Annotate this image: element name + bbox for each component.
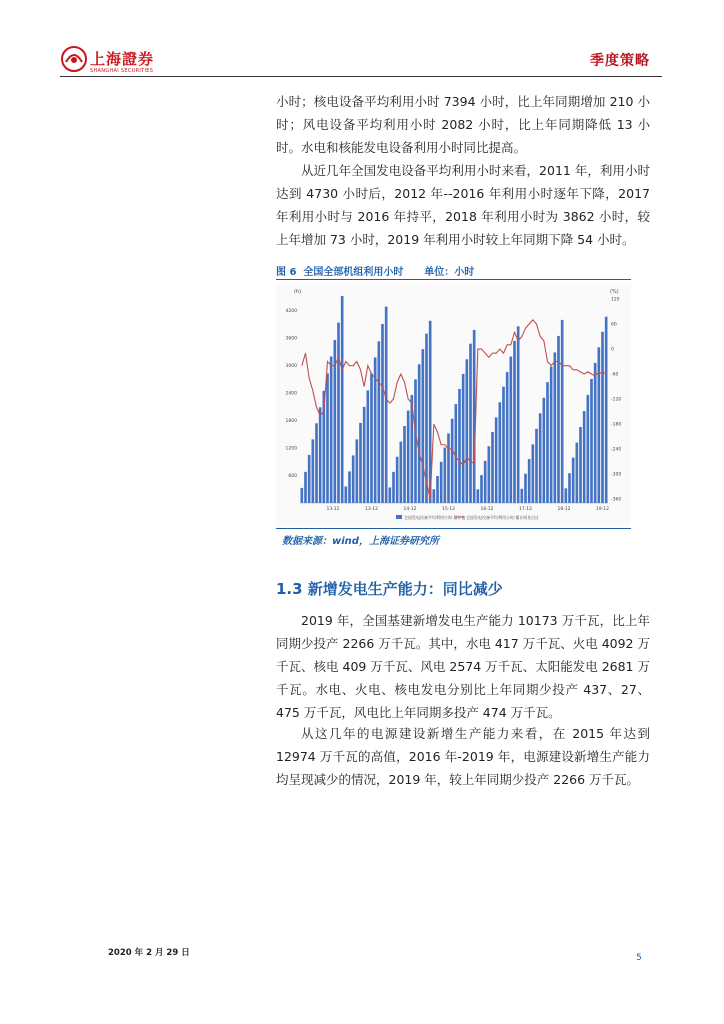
figure-source: 数据来源：wind，上海证券研究所 — [282, 536, 439, 547]
bar — [491, 432, 494, 503]
bar — [341, 296, 344, 503]
bar — [502, 387, 505, 503]
left-tick-label: 1200 — [285, 446, 297, 452]
right-tick-label: 0 — [611, 347, 614, 353]
chart-svg — [276, 283, 631, 527]
bar — [568, 473, 571, 503]
right-tick-label: -240 — [611, 447, 622, 453]
bar — [370, 373, 373, 503]
x-tick-label: 16-12 — [480, 507, 494, 512]
bar — [392, 472, 395, 503]
bar — [422, 349, 425, 503]
legend-label: 全国发电设备平均利用小时:累计值 — [404, 515, 466, 520]
bar — [579, 427, 582, 503]
right-tick-label: 60 — [611, 322, 617, 328]
bar — [396, 457, 399, 503]
bar — [345, 487, 348, 503]
chart-legend — [396, 514, 539, 520]
bar — [550, 367, 553, 503]
bar — [367, 390, 370, 503]
company-logo — [60, 44, 210, 78]
bar — [532, 444, 535, 503]
bar — [444, 448, 447, 503]
logo-text-en: SHANGHAI SECURITIES — [90, 68, 154, 74]
bar — [488, 446, 491, 503]
bar — [561, 320, 564, 503]
bar — [590, 379, 593, 503]
bar — [469, 344, 472, 503]
figure-bottom-rule — [276, 528, 631, 529]
bar — [524, 474, 527, 503]
x-tick-label: 14-12 — [403, 507, 417, 512]
left-tick-label: 600 — [288, 474, 297, 480]
logo-text: 上海證券 — [90, 50, 155, 68]
bar — [378, 341, 381, 503]
bar — [330, 357, 333, 503]
bar — [462, 374, 465, 503]
right-tick-label: 120 — [611, 297, 620, 303]
x-tick-label: 18-12 — [557, 507, 571, 512]
bar — [348, 471, 351, 503]
left-tick-label: 3600 — [285, 336, 297, 342]
bar — [572, 458, 575, 503]
x-tick-label: 13-12 — [326, 507, 340, 512]
right-tick-label: -120 — [611, 397, 622, 403]
bar — [319, 407, 322, 503]
bar — [513, 341, 516, 503]
bar — [576, 443, 579, 503]
bar — [455, 404, 458, 503]
bar — [436, 476, 439, 503]
figure-title: 图 6 全国全部机组利用小时 单位：小时 — [276, 267, 475, 278]
utilization-hours-chart — [276, 283, 631, 527]
bar — [480, 475, 483, 503]
bar — [447, 433, 450, 503]
bar — [433, 489, 436, 503]
bar — [418, 364, 421, 503]
right-tick-label: -60 — [611, 372, 619, 378]
right-tick-label: -180 — [611, 422, 622, 428]
bar — [495, 417, 498, 503]
x-tick-label: 13-12 — [364, 507, 379, 512]
x-tick-label: 17-12 — [518, 507, 533, 512]
report-type: 季度策略 — [590, 53, 650, 69]
bar — [304, 472, 307, 503]
bar — [363, 407, 366, 503]
bar — [352, 455, 355, 503]
right-tick-label: -300 — [611, 472, 622, 478]
bar — [594, 363, 597, 503]
bar — [565, 488, 568, 503]
bar — [528, 459, 531, 503]
bar — [554, 352, 557, 503]
legend-swatch-bars — [396, 515, 402, 519]
logo-emblem-icon — [60, 44, 88, 74]
figure-top-rule — [276, 279, 631, 280]
bar — [337, 323, 340, 503]
right-axis-unit: (%) — [610, 289, 619, 295]
page-number: 5 — [636, 953, 642, 963]
bar — [403, 426, 406, 503]
bar — [601, 332, 604, 503]
report-date: 2020 年 2 月 29 日 — [108, 948, 190, 958]
bar — [359, 423, 362, 503]
bar — [473, 330, 476, 503]
bar — [535, 429, 538, 503]
bar — [583, 411, 586, 503]
bar — [451, 419, 454, 503]
header-divider — [60, 76, 662, 77]
bar — [414, 379, 417, 503]
bar — [389, 487, 392, 503]
body-paragraph: 从这几年的电源建设新增生产能力来看，在 2015 年达到 12974 万千瓦的高值，2016 年-2019 年，电源建设新增生产能力均呈现减少的情况，2019 年，较上年同期少投产 2266 万千瓦。 — [276, 726, 650, 787]
bar — [466, 359, 469, 503]
bar — [315, 423, 318, 503]
bar — [587, 395, 590, 503]
left-axis-unit: (h) — [294, 289, 302, 295]
left-tick-label: 2400 — [285, 391, 297, 397]
bar — [510, 357, 513, 503]
bar — [521, 489, 524, 503]
body-paragraph: 小时；核电设备平均利用小时 7394 小时，比上年同期增加 210 小时；风电设备平均利用小时 2082 小时，比上年同期降低 13 小时。水电和核能发电设备利用小时同比提高。 — [276, 94, 650, 155]
bar — [506, 372, 509, 503]
bar — [385, 307, 388, 503]
bar — [484, 461, 487, 503]
bar — [499, 402, 502, 503]
bar — [598, 347, 601, 503]
bar — [312, 439, 315, 503]
body-paragraph: 从近几年全国发电设备平均利用小时来看，2011 年，利用小时达到 4730 小时后，2012 年--2016 年利用小时逐年下降，2017 年利用小时与 2016 年持平，2018 年利用小时为 3862 小时，较上年增加 73 小时，2019 年利用小时较上年同期下降 54 小时。 — [276, 163, 650, 247]
legend-label: 全国发电设备平均利用小时:累计同比(右) — [466, 515, 539, 520]
left-tick-label: 4200 — [285, 309, 297, 315]
x-tick-label: 15-12 — [441, 507, 456, 512]
left-tick-label: 1800 — [285, 419, 297, 425]
bar — [477, 489, 480, 503]
bar — [400, 442, 403, 503]
bar — [546, 382, 549, 503]
bar — [407, 411, 410, 503]
page-header — [60, 40, 662, 80]
bar — [539, 413, 542, 503]
bar — [605, 317, 608, 503]
x-tick-label: 19-12 — [595, 507, 610, 512]
bar — [543, 398, 546, 503]
bar — [308, 455, 311, 503]
body-paragraph: 2019 年，全国基建新增发电生产能力 10173 万千瓦，比上年同期少投产 2266 万千瓦。其中，水电 417 万千瓦、火电 4092 万千瓦、核电 409 万千瓦、风电 2574 万千瓦、太阳能发电 2681 万千瓦。水电、火电、核电发电分别比上年同期少投产 437、27、475 万千瓦，风电比上年同期多投产 474 万千瓦。 — [276, 613, 650, 720]
bar — [458, 389, 461, 503]
right-tick-label: -360 — [611, 497, 622, 503]
bar — [326, 373, 329, 503]
bar — [381, 324, 384, 503]
section-title: 1.3 新增发电生产能力：同比减少 — [276, 580, 503, 598]
left-tick-label: 3000 — [285, 364, 297, 370]
bar — [356, 439, 359, 503]
bar — [301, 488, 304, 503]
bar — [440, 462, 443, 503]
bar — [517, 326, 520, 503]
